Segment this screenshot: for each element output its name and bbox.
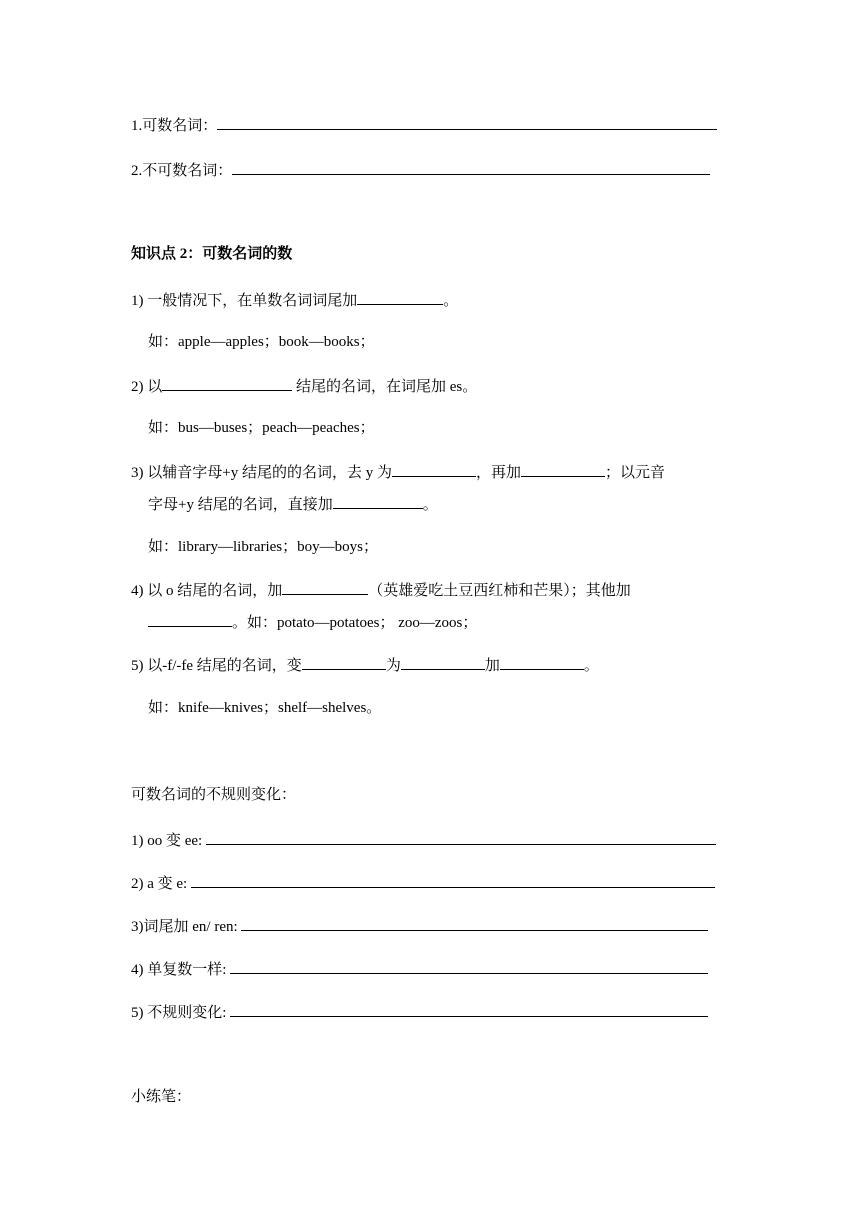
rule-text: 以辅音字母+y 结尾的的名词，去 y 为 [147,465,392,481]
answer-blank[interactable] [217,115,717,130]
rule-number: 5) [131,658,144,674]
rule-3-line-2 [148,494,438,515]
irregular-item-label: 4) 单复数一样: [131,962,231,978]
countable-noun-line [131,115,717,136]
rule-3 [131,462,665,483]
irregular-item-label: 5) 不规则变化: [131,1005,231,1021]
irregular-item-label: 1) oo 变 ee: [131,833,206,849]
rule-5 [131,655,599,676]
rule-text: （英雄爱吃土豆西红柿和芒果）；其他加 [368,583,631,599]
answer-blank[interactable] [230,1002,708,1017]
answer-blank[interactable] [333,494,423,509]
rule-text: 以-f/-fe 结尾的名词，变 [147,658,302,674]
answer-blank[interactable] [282,580,368,595]
rule-number: 2) [131,379,144,395]
answer-blank[interactable] [241,916,708,931]
answer-blank[interactable] [401,655,485,670]
rule-text: 一般情况下，在单数名词词尾加 [147,293,358,309]
answer-blank[interactable] [206,830,716,845]
irregular-item-label: 3)词尾加 en/ ren: [131,919,242,935]
answer-blank[interactable] [230,959,708,974]
rule-4-line-2 [148,612,477,633]
irregular-item [131,959,708,980]
rule-2-example: 如：bus—buses；peach—peaches； [148,420,375,436]
irregular-changes-heading: 可数名词的不规则变化： [131,787,297,803]
rule-text: 。 [422,497,438,513]
answer-blank[interactable] [191,873,715,888]
rule-text: 为 [385,658,401,674]
knowledge-point-2-heading: 知识点 2：可数名词的数 [131,246,293,262]
answer-blank[interactable] [392,462,476,477]
irregular-item [131,916,708,937]
answer-blank[interactable] [232,160,710,175]
rule-number: 1) [131,293,144,309]
rule-text: 。 [583,658,599,674]
uncountable-noun-label: 2.不可数名词： [131,163,233,179]
rule-text: 以 [147,379,163,395]
answer-blank[interactable] [521,462,605,477]
practice-heading: 小练笔： [131,1089,192,1105]
irregular-item [131,873,715,894]
rule-text: 结尾的名词，在词尾加 es。 [292,379,478,395]
rule-1 [131,290,458,311]
rule-5-example: 如：knife—knives；shelf—shelves。 [148,700,382,716]
answer-blank[interactable] [500,655,584,670]
answer-blank[interactable] [302,655,386,670]
answer-blank[interactable] [357,290,443,305]
irregular-item [131,1002,708,1023]
rule-number: 4) [131,583,144,599]
rule-4 [131,580,631,601]
rule-text: 字母+y 结尾的名词，直接加 [148,497,333,513]
rule-text: 。 [443,293,459,309]
rule-text: 。如：potato—potatoes； zoo—zoos； [232,615,478,631]
rule-1-example: 如：apple—apples；book—books； [148,334,375,350]
rule-text: ；以元音 [604,465,665,481]
irregular-item [131,830,716,851]
answer-blank[interactable] [148,612,232,627]
answer-blank[interactable] [162,376,292,391]
irregular-item-label: 2) a 变 e: [131,876,191,892]
rule-3-example: 如：library—libraries；boy—boys； [148,539,378,555]
rule-text: ，再加 [475,465,521,481]
uncountable-noun-line [131,160,710,181]
rule-text: 以 o 结尾的名词，加 [147,583,283,599]
countable-noun-label: 1.可数名词： [131,118,218,134]
rule-text: 加 [484,658,500,674]
rule-number: 3) [131,465,144,481]
rule-2 [131,376,477,397]
